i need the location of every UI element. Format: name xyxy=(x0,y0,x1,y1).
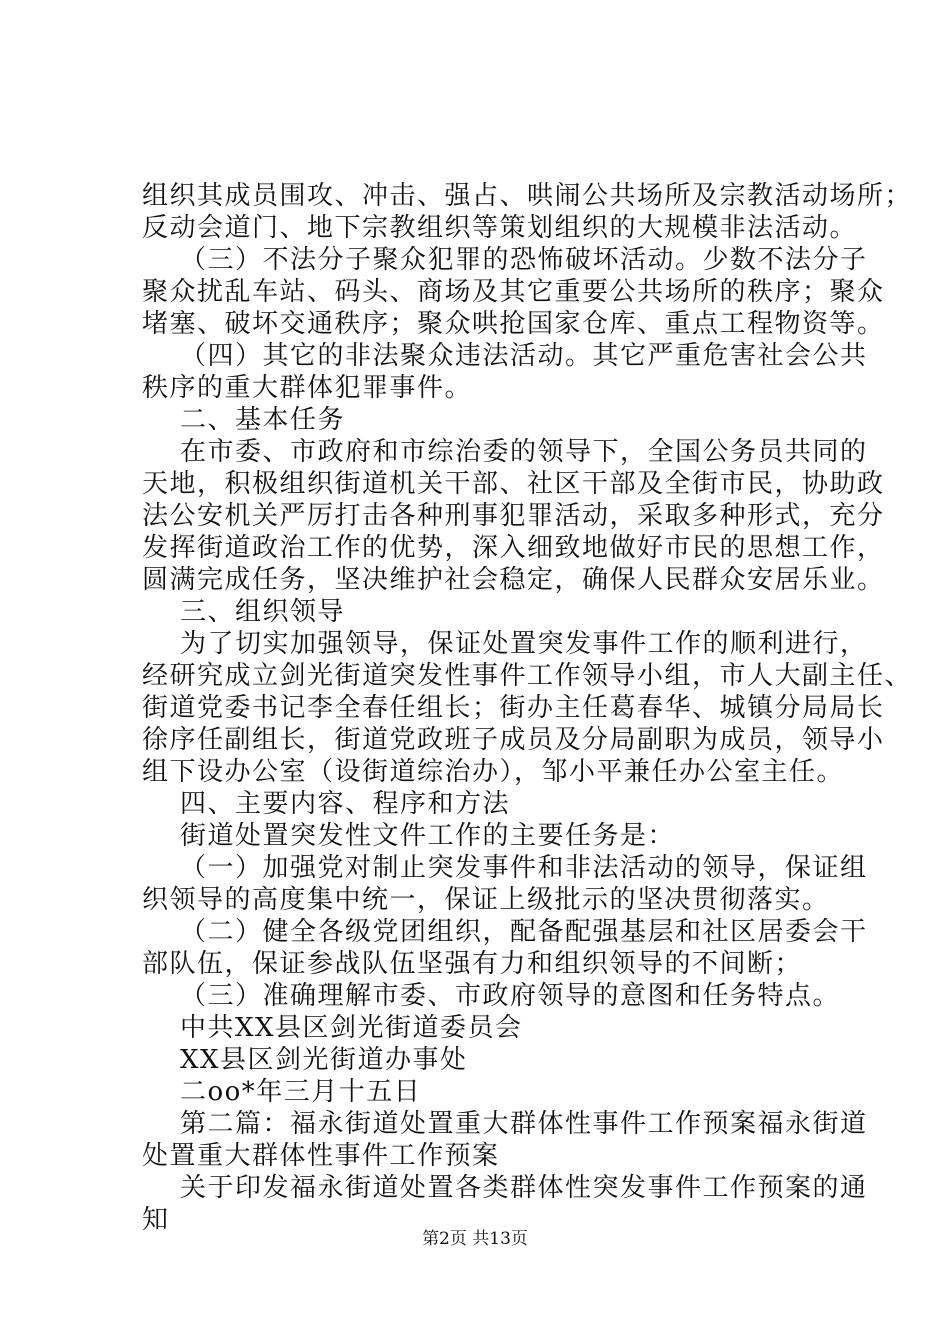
page-number: 第2页 共13页 xyxy=(422,1229,528,1249)
text-line: （三）准确理解市委、市政府领导的意图和任务特点。 xyxy=(180,981,841,1011)
text-line: 关于印发福永街道处置各类群体性突发事件工作预案的通 xyxy=(180,1173,868,1203)
text-line: 圆满完成任务，坚决维护社会稳定，确保人民群众安居乐业。 xyxy=(142,565,885,595)
text-line: 组织其成员围攻、冲击、强占、哄闹公共场所及宗教活动场所； xyxy=(142,181,913,211)
text-line: （一）加强党对制止突发事件和非法活动的领导，保证组 xyxy=(180,853,868,883)
text-line: 秩序的重大群体犯罪事件。 xyxy=(142,373,473,403)
text-line: 组下设办公室（设街道综治办），邹小平兼任办公室主任。 xyxy=(142,757,845,787)
text-line: （三）不法分子聚众犯罪的恐怖破坏活动。少数不法分子 xyxy=(180,245,868,275)
text-line: 知 xyxy=(142,1205,170,1235)
text-line: 部队伍，保证参战队伍坚强有力和组织领导的不间断； xyxy=(142,949,803,979)
text-line: 发挥街道政治工作的优势，深入细致地做好市民的思想工作， xyxy=(142,533,885,563)
text-line: 织领导的高度集中统一，保证上级批示的坚决贯彻落实。 xyxy=(142,885,830,915)
section-heading: 三、组织领导 xyxy=(180,597,346,627)
text-line: 经研究成立剑光街道突发性事件工作领导小组，市人大副主任、 xyxy=(142,661,913,691)
text-line: 聚众扰乱车站、码头、商场及其它重要公共场所的秩序；聚众 xyxy=(142,277,885,307)
signature-org: 中共XX县区剑光街道委员会 xyxy=(180,1013,523,1043)
text-line: 堵塞、破坏交通秩序；聚众哄抢国家仓库、重点工程物资等。 xyxy=(142,309,885,339)
signature-office: XX县区剑光街道办事处 xyxy=(180,1045,468,1075)
text-line: 徐序任副组长，街道党政班子成员及分局副职为成员，领导小 xyxy=(142,725,885,755)
text-line: 天地，积极组织街道机关干部、社区干部及全街市民，协助政 xyxy=(142,469,885,499)
text-line: 法公安机关严厉打击各种刑事犯罪活动，采取多种形式，充分 xyxy=(142,501,885,531)
text-line: 街道党委书记李全春任组长；街办主任葛春华、城镇分局局长 xyxy=(142,693,885,723)
signature-date: 二oo*年三月十五日 xyxy=(180,1077,422,1107)
text-line: 街道处置突发性文件工作的主要任务是： xyxy=(180,821,676,851)
text-line: （四）其它的非法聚众违法活动。其它严重危害社会公共 xyxy=(180,341,868,371)
text-line: 反动会道门、地下宗教组织等策划组织的大规模非法活动。 xyxy=(142,213,858,243)
text-line: 处置重大群体性事件工作预案 xyxy=(142,1141,500,1171)
text-line: 第二篇：福永街道处置重大群体性事件工作预案福永街道 xyxy=(180,1109,868,1139)
text-line: 为了切实加强领导，保证处置突发事件工作的顺利进行， xyxy=(180,629,868,659)
text-line: 在市委、市政府和市综治委的领导下，全国公务员共同的 xyxy=(180,437,868,467)
text-line: （二）健全各级党团组织，配备配强基层和社区居委会干 xyxy=(180,917,868,947)
section-heading: 四、主要内容、程序和方法 xyxy=(180,789,511,819)
section-heading: 二、基本任务 xyxy=(180,405,346,435)
